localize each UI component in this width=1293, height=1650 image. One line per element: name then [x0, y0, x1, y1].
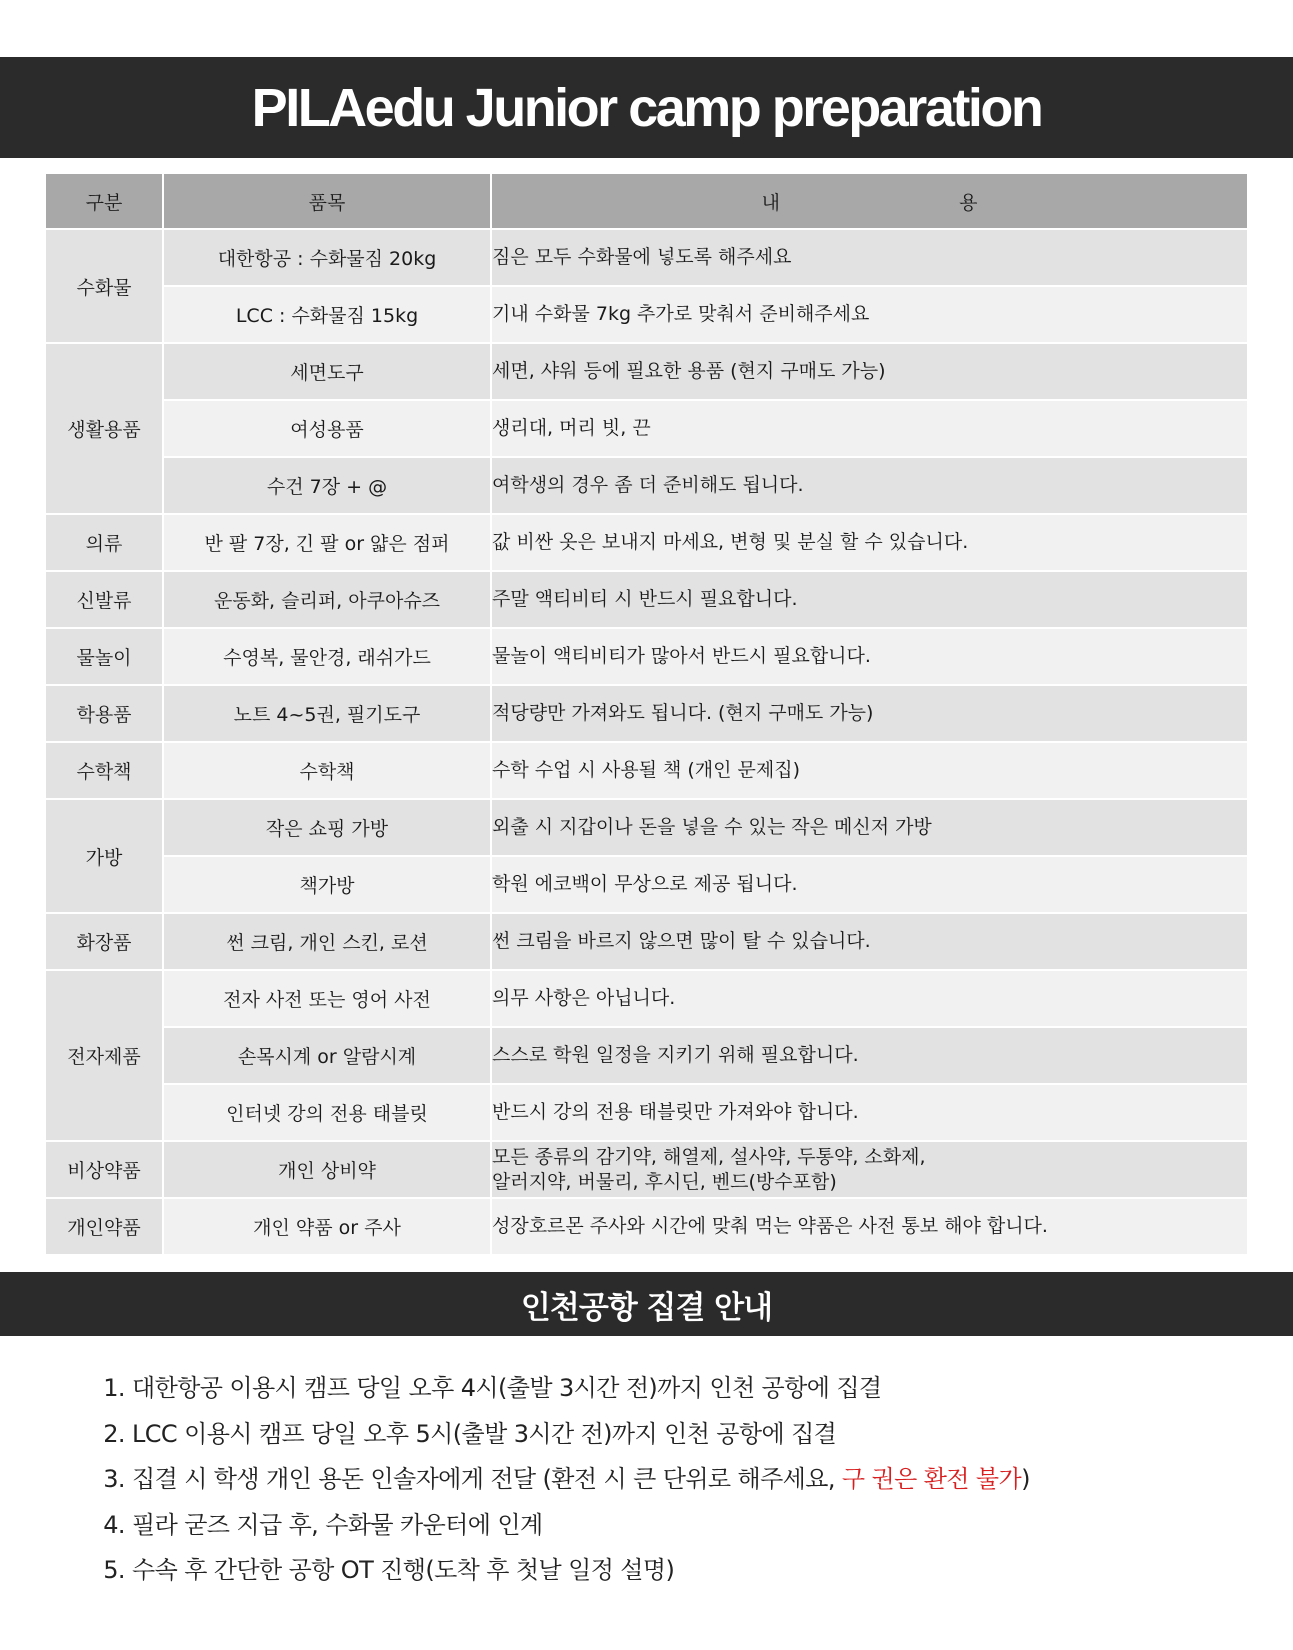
meeting-item-text: LCC 이용시 캠프 당일 오후 5시(출발 3시간 전)까지 인천 공항에 집결 [132, 1419, 837, 1448]
item-cell: 작은 쇼핑 가방 [163, 799, 491, 856]
table-row [45, 1141, 1248, 1198]
description-cell [491, 514, 1248, 571]
description-line: 세면, 샤워 등에 필요한 용품 (현지 구매도 가능) [492, 360, 886, 382]
column-header-content [491, 173, 1248, 229]
description-cell [491, 742, 1248, 799]
description-cell [491, 229, 1248, 286]
description-cell [491, 628, 1248, 685]
description-cell [491, 457, 1248, 514]
description-line: 물놀이 액티비티가 많아서 반드시 필요합니다. [492, 645, 871, 667]
description-line: 성장호르몬 주사와 시간에 맞춰 먹는 약품은 사전 통보 해야 합니다. [492, 1215, 1048, 1237]
description-line: 의무 사항은 아닙니다. [492, 987, 676, 1009]
item-cell: 반 팔 7장, 긴 팔 or 얇은 점퍼 [163, 514, 491, 571]
column-header-item: 품목 [163, 173, 491, 229]
description-line: 여학생의 경우 좀 더 준비해도 됩니다. [492, 474, 804, 496]
description-cell [491, 799, 1248, 856]
category-cell: 수학책 [45, 742, 163, 799]
meeting-item-text: 대한항공 이용시 캠프 당일 오후 4시(출발 3시간 전)까지 인천 공항에 집결 [132, 1374, 882, 1402]
meeting-item [132, 1366, 1030, 1412]
description-line: 값 비싼 옷은 보내지 마세요, 변형 및 분실 할 수 있습니다. [492, 531, 969, 553]
description-cell [491, 856, 1248, 913]
table-body [45, 229, 1248, 1255]
meeting-list [102, 1366, 1030, 1594]
meeting-item-text: 필라 굳즈 지급 후, 수화물 카운터에 인계 [132, 1510, 543, 1539]
table-row [45, 1084, 1248, 1141]
meeting-item-text: 수속 후 간단한 공항 OT 진행(도착 후 첫날 일정 설명) [132, 1556, 675, 1584]
meeting-item-text: 집결 시 학생 개인 용돈 인솔자에게 전달 (환전 시 큰 단위로 해주세요, [132, 1465, 842, 1493]
description-cell [491, 1141, 1248, 1198]
description-line: 적당량만 가져와도 됩니다. (현지 구매도 가능) [492, 702, 874, 724]
description-cell [491, 970, 1248, 1027]
table-row [45, 514, 1248, 571]
column-header-category: 구분 [45, 173, 163, 229]
category-cell: 전자제품 [45, 970, 163, 1141]
description-line: 짐은 모두 수화물에 넣도록 해주세요 [492, 246, 792, 268]
category-cell: 의류 [45, 514, 163, 571]
table-row [45, 628, 1248, 685]
item-cell: 개인 상비약 [163, 1141, 491, 1198]
category-cell: 개인약품 [45, 1198, 163, 1255]
description-line: 알러지약, 버물리, 후시딘, 벤드(방수포함) [492, 1170, 837, 1193]
description-line: 수학 수업 시 사용될 책 (개인 문제집) [492, 759, 801, 781]
meeting-item-warning: 구 권은 환전 불가 [841, 1465, 1022, 1493]
table-header-row [45, 173, 1248, 229]
description-line: 반드시 강의 전용 태블릿만 가져와야 합니다. [492, 1101, 859, 1123]
table-row [45, 913, 1248, 970]
title-banner [0, 57, 1293, 158]
description-line: 썬 크림을 바르지 않으면 많이 탈 수 있습니다. [492, 930, 871, 952]
item-cell: 수학책 [163, 742, 491, 799]
description-line: 학원 에코백이 무상으로 제공 됩니다. [492, 873, 798, 895]
table-row [45, 970, 1248, 1027]
table-row [45, 286, 1248, 343]
preparation-table [44, 172, 1249, 1256]
description-cell [491, 1198, 1248, 1255]
meeting-banner [0, 1272, 1293, 1336]
table-row [45, 457, 1248, 514]
item-cell: 노트 4~5권, 필기도구 [163, 685, 491, 742]
category-cell: 생활용품 [45, 343, 163, 514]
category-cell: 화장품 [45, 913, 163, 970]
table-row [45, 1198, 1248, 1255]
category-cell: 신발류 [45, 571, 163, 628]
page-title: PILAedu Junior camp preparation [251, 77, 1042, 138]
description-line: 기내 수화물 7kg 추가로 맞춰서 준비해주세요 [492, 303, 870, 325]
description-line: 모든 종류의 감기약, 해열제, 설사약, 두통약, 소화제, [492, 1145, 926, 1168]
meeting-item-suffix: ) [1021, 1465, 1030, 1493]
description-line: 생리대, 머리 빗, 끈 [492, 417, 651, 439]
description-line: 스스로 학원 일정을 지키기 위해 필요합니다. [492, 1044, 859, 1066]
description-line: 주말 액티비티 시 반드시 필요합니다. [492, 588, 798, 610]
table-row [45, 685, 1248, 742]
description-cell [491, 400, 1248, 457]
item-cell: 수건 7장 + @ [163, 457, 491, 514]
meeting-title: 인천공항 집결 안내 [520, 1289, 773, 1326]
item-cell: 인터넷 강의 전용 태블릿 [163, 1084, 491, 1141]
category-cell: 수화물 [45, 229, 163, 343]
description-cell [491, 343, 1248, 400]
description-cell [491, 913, 1248, 970]
item-cell: 전자 사전 또는 영어 사전 [163, 970, 491, 1027]
column-header-content-part2: 용 [959, 191, 978, 214]
table-row [45, 1027, 1248, 1084]
item-cell: 개인 약품 or 주사 [163, 1198, 491, 1255]
item-cell: 대한항공 : 수화물짐 20kg [163, 229, 491, 286]
category-cell: 학용품 [45, 685, 163, 742]
description-cell [491, 1084, 1248, 1141]
description-line: 외출 시 지갑이나 돈을 넣을 수 있는 작은 메신저 가방 [492, 816, 932, 838]
item-cell: 책가방 [163, 856, 491, 913]
item-cell: 세면도구 [163, 343, 491, 400]
table-row [45, 742, 1248, 799]
table-row [45, 799, 1248, 856]
meeting-item [132, 1548, 1030, 1594]
table-row [45, 856, 1248, 913]
description-cell [491, 1027, 1248, 1084]
meeting-item [132, 1457, 1030, 1503]
column-header-content-part1: 내 [761, 191, 780, 214]
table-row [45, 400, 1248, 457]
description-cell [491, 571, 1248, 628]
meeting-item [132, 1503, 1030, 1549]
item-cell: 손목시계 or 알람시계 [163, 1027, 491, 1084]
item-cell: 운동화, 슬리퍼, 아쿠아슈즈 [163, 571, 491, 628]
item-cell: 수영복, 물안경, 래쉬가드 [163, 628, 491, 685]
table-row [45, 571, 1248, 628]
table-row [45, 229, 1248, 286]
table-row [45, 343, 1248, 400]
description-cell [491, 685, 1248, 742]
meeting-item [132, 1412, 1030, 1458]
category-cell: 비상약품 [45, 1141, 163, 1198]
item-cell: LCC : 수화물짐 15kg [163, 286, 491, 343]
category-cell: 가방 [45, 799, 163, 913]
item-cell: 썬 크림, 개인 스킨, 로션 [163, 913, 491, 970]
category-cell: 물놀이 [45, 628, 163, 685]
item-cell: 여성용품 [163, 400, 491, 457]
description-cell [491, 286, 1248, 343]
